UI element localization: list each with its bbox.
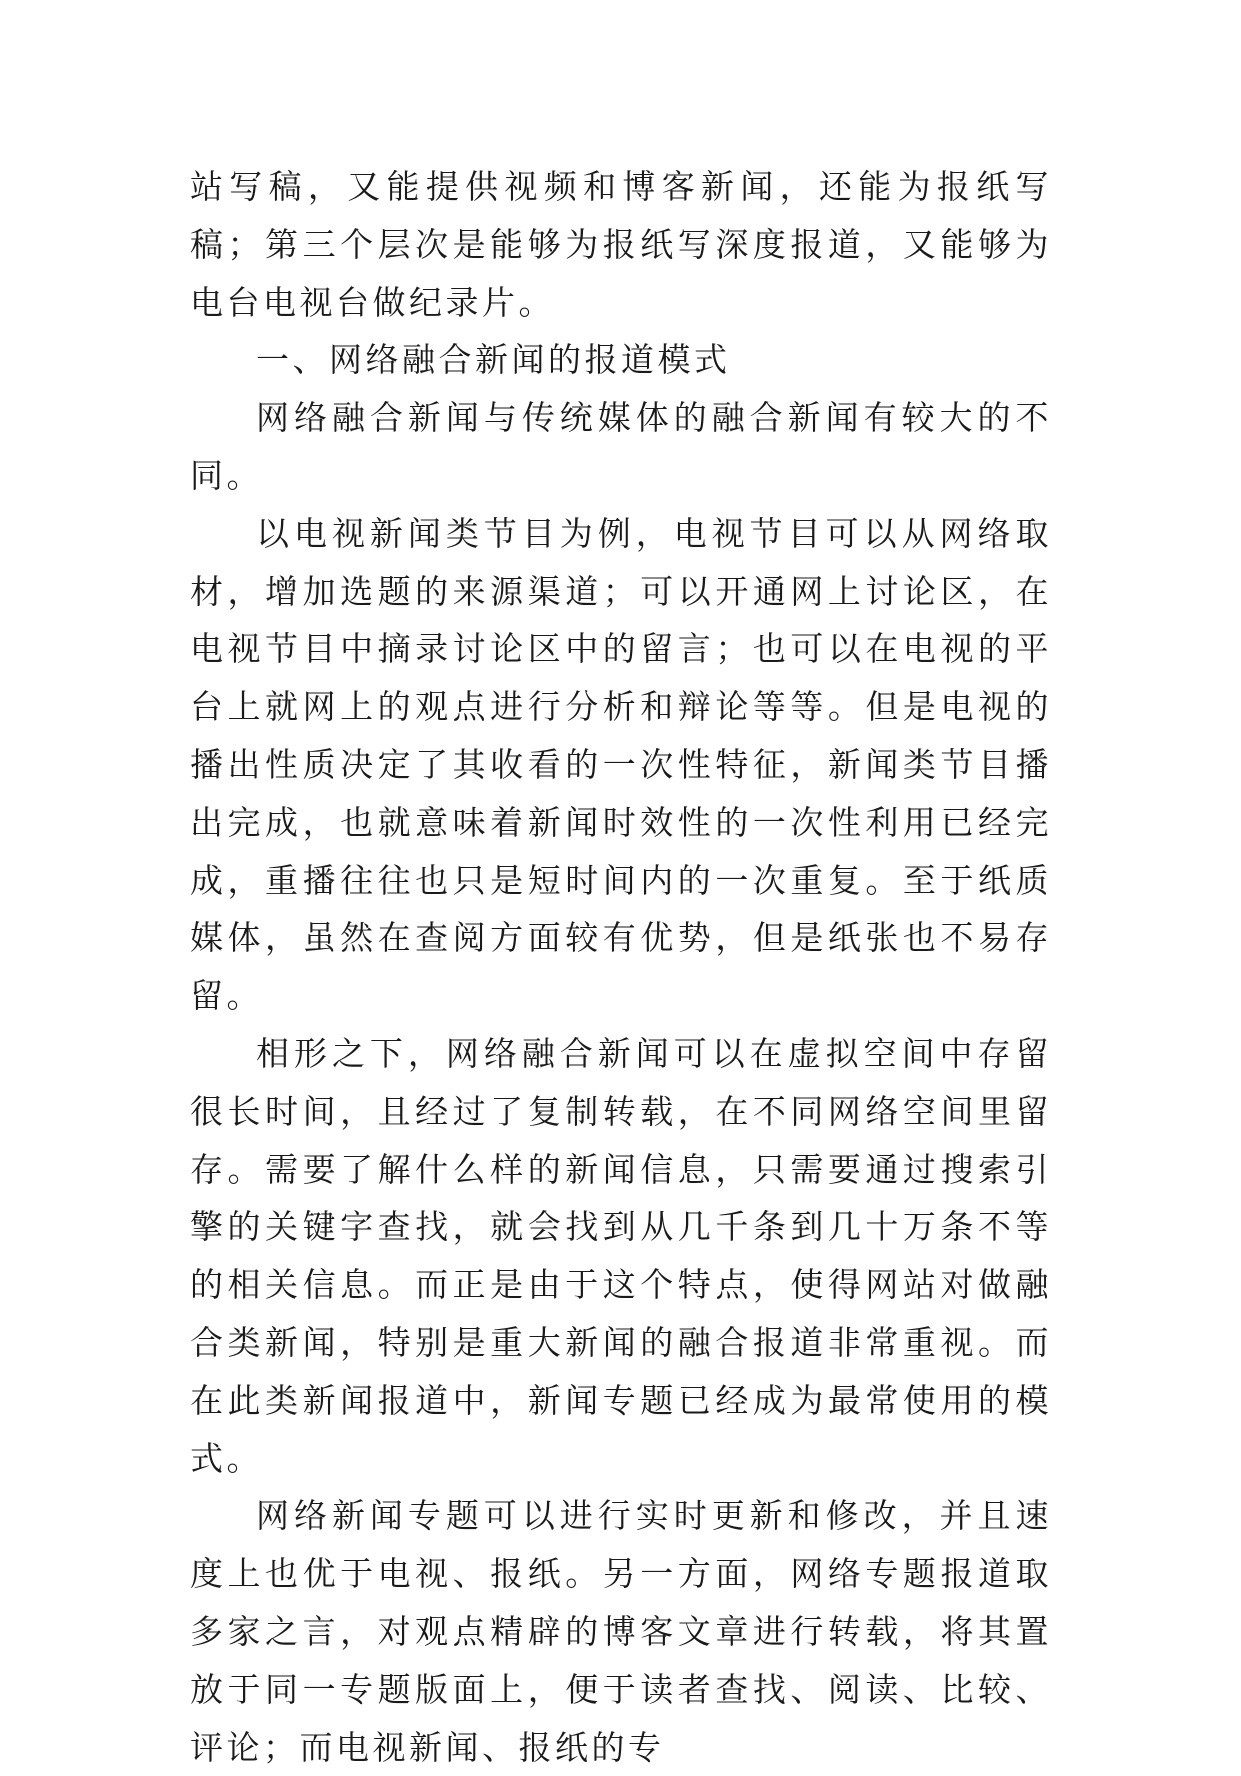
paragraph-special-topic: 网络新闻专题可以进行实时更新和修改，并且速度上也优于电视、报纸。另一方面，网络专题报道取多家之言，对观点精辟的博客文章进行转载，将其置放于同一专题版面上，便于读者查找、阅读、比较、评论；而电视新闻、报纸的专 bbox=[190, 1496, 1052, 1767]
paragraph-tv-example: 以电视新闻类节目为例，电视节目可以从网络取材，增加选题的来源渠道；可以开通网上讨论区，在电视节目中摘录讨论区中的留言；也可以在电视的平台上就网上的观点进行分析和辩论等等。但是电视的播出性质决定了其收看的一次性特征，新闻类节目播出完成，也就意味着新闻时效性的一次性利用已经完成，重播往往也只是短时间内的一次重复。至于纸质媒体，虽然在查阅方面较有优势，但是纸张也不易存留。 bbox=[190, 513, 1052, 1016]
document-body bbox=[190, 158, 1052, 1776]
paragraph-intro: 网络融合新闻与传统媒体的融合新闻有较大的不同。 bbox=[190, 398, 1052, 495]
paragraph-network-contrast: 相形之下，网络融合新闻可以在虚拟空间中存留很长时间，且经过了复制转载，在不同网络空间里留存。需要了解什么样的新闻信息，只需要通过搜索引擎的关键字查找，就会找到从几千条到几十万条不等的相关信息。而正是由于这个特点，使得网站对做融合类新闻，特别是重大新闻的融合报道非常重视。而在此类新闻报道中，新闻专题已经成为最常使用的模式。 bbox=[190, 1033, 1052, 1478]
paragraph-continuation: 站写稿，又能提供视频和博客新闻，还能为报纸写稿；第三个层次是能够为报纸写深度报道，又能够为电台电视台做纪录片。 bbox=[190, 167, 1052, 322]
section-heading: 一、网络融合新闻的报道模式 bbox=[256, 340, 731, 380]
